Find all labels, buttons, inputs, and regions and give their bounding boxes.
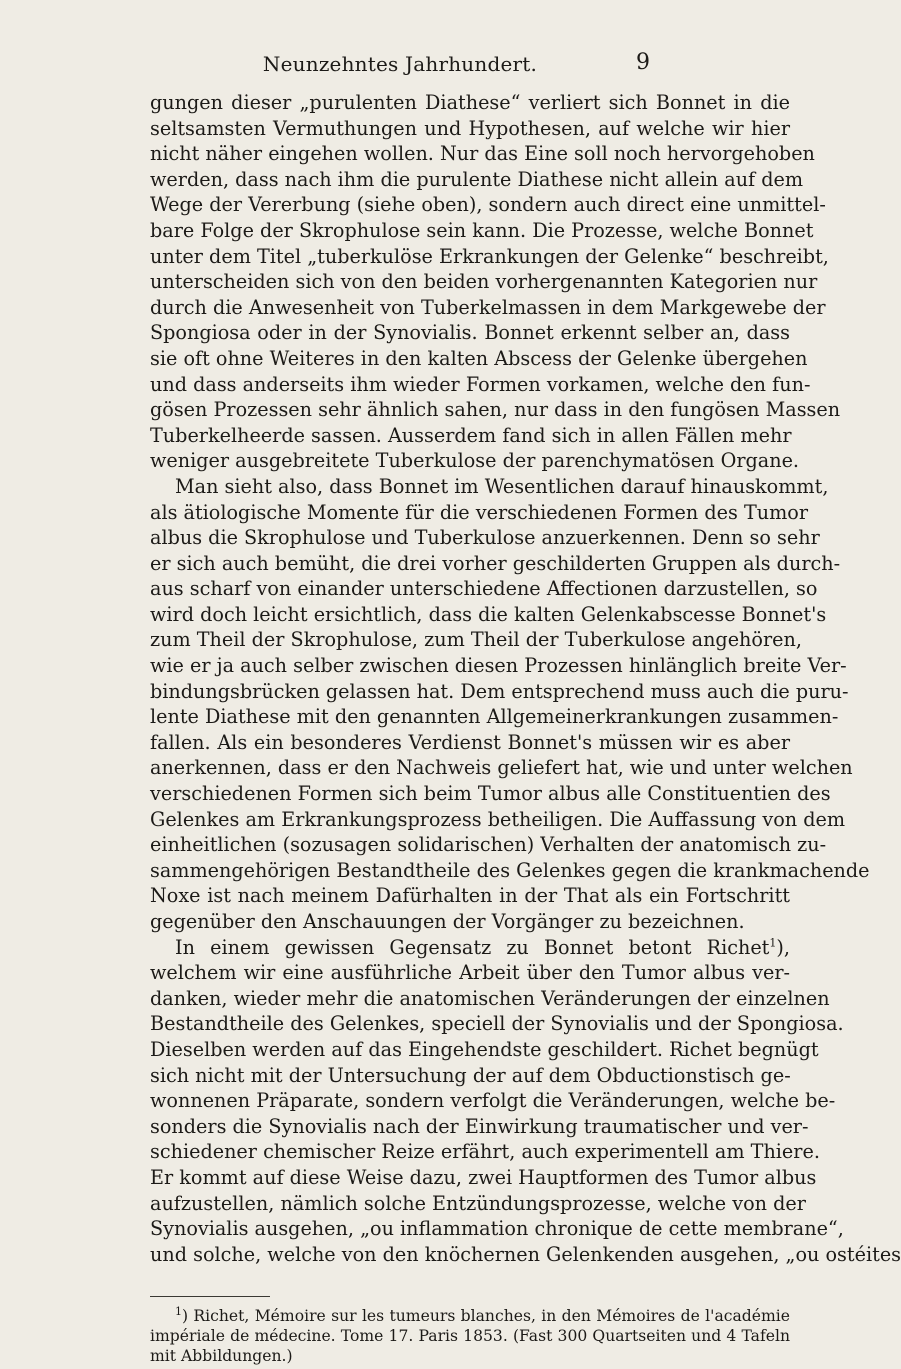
text-line: bindungsbrücken gelassen hat. Dem entsprechend muss auch die puru- bbox=[150, 679, 849, 703]
footnote bbox=[150, 1306, 790, 1366]
text-line: welchem wir eine ausführliche Arbeit über den Tumor albus ver- bbox=[150, 961, 790, 985]
text-line: verschiedenen Formen sich beim Tumor albus alle Constituentien des bbox=[150, 782, 831, 806]
text-line: gungen dieser „purulenten Diathese“ verliert sich Bonnet in die bbox=[150, 91, 790, 114]
text-line: und dass anderseits ihm wieder Formen vorkamen, welche den fun- bbox=[150, 372, 811, 396]
text-line: Dieselben werden auf das Eingehendste geschildert. Richet begnügt bbox=[150, 1037, 819, 1061]
footnote-line: impériale de médecine. Tome 17. Paris 1853. (Fast 300 Quartseiten und 4 Tafeln bbox=[150, 1327, 790, 1345]
text-line: weniger ausgebreitete Tuberkulose der parenchymatösen Organe. bbox=[150, 449, 800, 473]
footnote-reference[interactable]: 1 bbox=[769, 936, 777, 950]
running-head: Neunzehntes Jahrhundert. bbox=[262, 52, 538, 76]
page-header bbox=[0, 52, 800, 82]
text-line: einheitlichen (sozusagen solidarischen) Verhalten der anatomisch zu- bbox=[150, 833, 827, 857]
text-line: gösen Prozessen sehr ähnlich sahen, nur dass in den fungösen Massen bbox=[150, 398, 841, 422]
text-line: fallen. Als ein besonderes Verdienst Bonnet's müssen wir es aber bbox=[150, 730, 790, 754]
footnote-line: mit Abbildungen.) bbox=[150, 1347, 293, 1365]
text-line: Er kommt auf diese Weise dazu, zwei Hauptformen des Tumor albus bbox=[150, 1165, 817, 1189]
text-line: lente Diathese mit den genannten Allgemeinerkrankungen zusammen- bbox=[150, 705, 839, 729]
text-line: durch die Anwesenheit von Tuberkelmassen in dem Markgewebe der bbox=[150, 295, 826, 319]
text-line: gegenüber den Anschauungen der Vorgänger zu bezeichnen. bbox=[150, 910, 745, 933]
text-line: bare Folge der Skrophulose sein kann. Die Prozesse, welche Bonnet bbox=[150, 218, 814, 242]
text-line: sich nicht mit der Untersuchung der auf dem Obductionstisch ge- bbox=[150, 1063, 791, 1087]
text-line: sonders die Synovialis nach der Einwirkung traumatischer und ver- bbox=[150, 1114, 809, 1138]
text-line: Bestandtheile des Gelenkes, speciell der Synovialis und der Spongiosa. bbox=[150, 1012, 844, 1036]
footnote-marker: 1 bbox=[175, 1304, 182, 1318]
text-line: als ätiologische Momente für die verschiedenen Formen des Tumor bbox=[150, 500, 809, 524]
text-line: Spongiosa oder in der Synovialis. Bonnet erkennt selber an, dass bbox=[150, 321, 790, 345]
text-line: Tuberkelheerde sassen. Ausserdem fand sich in allen Fällen mehr bbox=[150, 423, 792, 447]
text-line: sammengehörigen Bestandtheile des Gelenkes gegen die krankmachende bbox=[150, 858, 870, 882]
text-line: wie er ja auch selber zwischen diesen Prozessen hinlänglich breite Ver- bbox=[150, 654, 847, 678]
text-line: nicht näher eingehen wollen. Nur das Eine soll noch hervorgehoben bbox=[150, 142, 815, 166]
text-line: danken, wieder mehr die anatomischen Veränderungen der einzelnen bbox=[150, 986, 830, 1010]
text-line: Wege der Vererbung (siehe oben), sondern auch direct eine unmittel- bbox=[150, 193, 826, 217]
text-line: Man sieht also, dass Bonnet im Wesentlichen darauf hinauskommt, bbox=[175, 474, 829, 498]
text-line: aufzustellen, nämlich solche Entzündungsprozesse, welche von der bbox=[150, 1191, 806, 1215]
text-line: schiedener chemischer Reize erfährt, auch experimentell am Thiere. bbox=[150, 1140, 820, 1164]
page-number: 9 bbox=[636, 50, 650, 75]
text-line-with-footnote-ref bbox=[150, 935, 790, 961]
text-line: sie oft ohne Weiteres in den kalten Abscess der Gelenke übergehen bbox=[150, 346, 808, 370]
text-line: anerkennen, dass er den Nachweis geliefert hat, wie und unter welchen bbox=[150, 756, 853, 780]
text-line: werden, dass nach ihm die purulente Diathese nicht allein auf dem bbox=[150, 167, 804, 191]
text-line: zum Theil der Skrophulose, zum Theil der Tuberkulose angehören, bbox=[150, 628, 802, 652]
text-line: Noxe ist nach meinem Dafürhalten in der That als ein Fortschritt bbox=[150, 884, 790, 908]
text-line: Gelenkes am Erkrankungsprozess betheiligen. Die Auffassung von dem bbox=[150, 807, 846, 831]
text-line: seltsamsten Vermuthungen und Hypothesen, auf welche wir hier bbox=[150, 116, 790, 140]
body-text bbox=[150, 90, 901, 1267]
text-line-suffix: ), bbox=[776, 935, 790, 959]
text-line: albus die Skrophulose und Tuberkulose anzuerkennen. Denn so sehr bbox=[150, 526, 820, 550]
text-line: aus scharf von einander unterschiedene Affectionen darzustellen, so bbox=[150, 577, 818, 601]
text-line: unter dem Titel „tuberkulöse Erkrankungen der Gelenke“ beschreibt, bbox=[150, 244, 829, 268]
text-line-main: In einem gewissen Gegensatz zu Bonnet betont Richet bbox=[175, 935, 770, 959]
footnote-line bbox=[150, 1306, 790, 1326]
text-line: unterscheiden sich von den beiden vorhergenannten Kategorien nur bbox=[150, 270, 818, 294]
text-line: er sich auch bemüht, die drei vorher geschilderten Gruppen als durch- bbox=[150, 551, 841, 575]
text-line: Synovialis ausgehen, „ou inflammation chronique de cette membrane“, bbox=[150, 1217, 844, 1241]
footnote-divider bbox=[150, 1296, 270, 1297]
text-line: wird doch leicht ersichtlich, dass die kalten Gelenkabscesse Bonnet's bbox=[150, 602, 827, 626]
text-line: wonnenen Präparate, sondern verfolgt die Veränderungen, welche be- bbox=[150, 1089, 836, 1113]
footnote-text: ) Richet, Mémoire sur les tumeurs blanches, in den Mémoires de l'académie bbox=[182, 1307, 790, 1325]
text-line: und solche, welche von den knöchernen Gelenkenden ausgehen, „ou ostéites bbox=[150, 1242, 901, 1266]
